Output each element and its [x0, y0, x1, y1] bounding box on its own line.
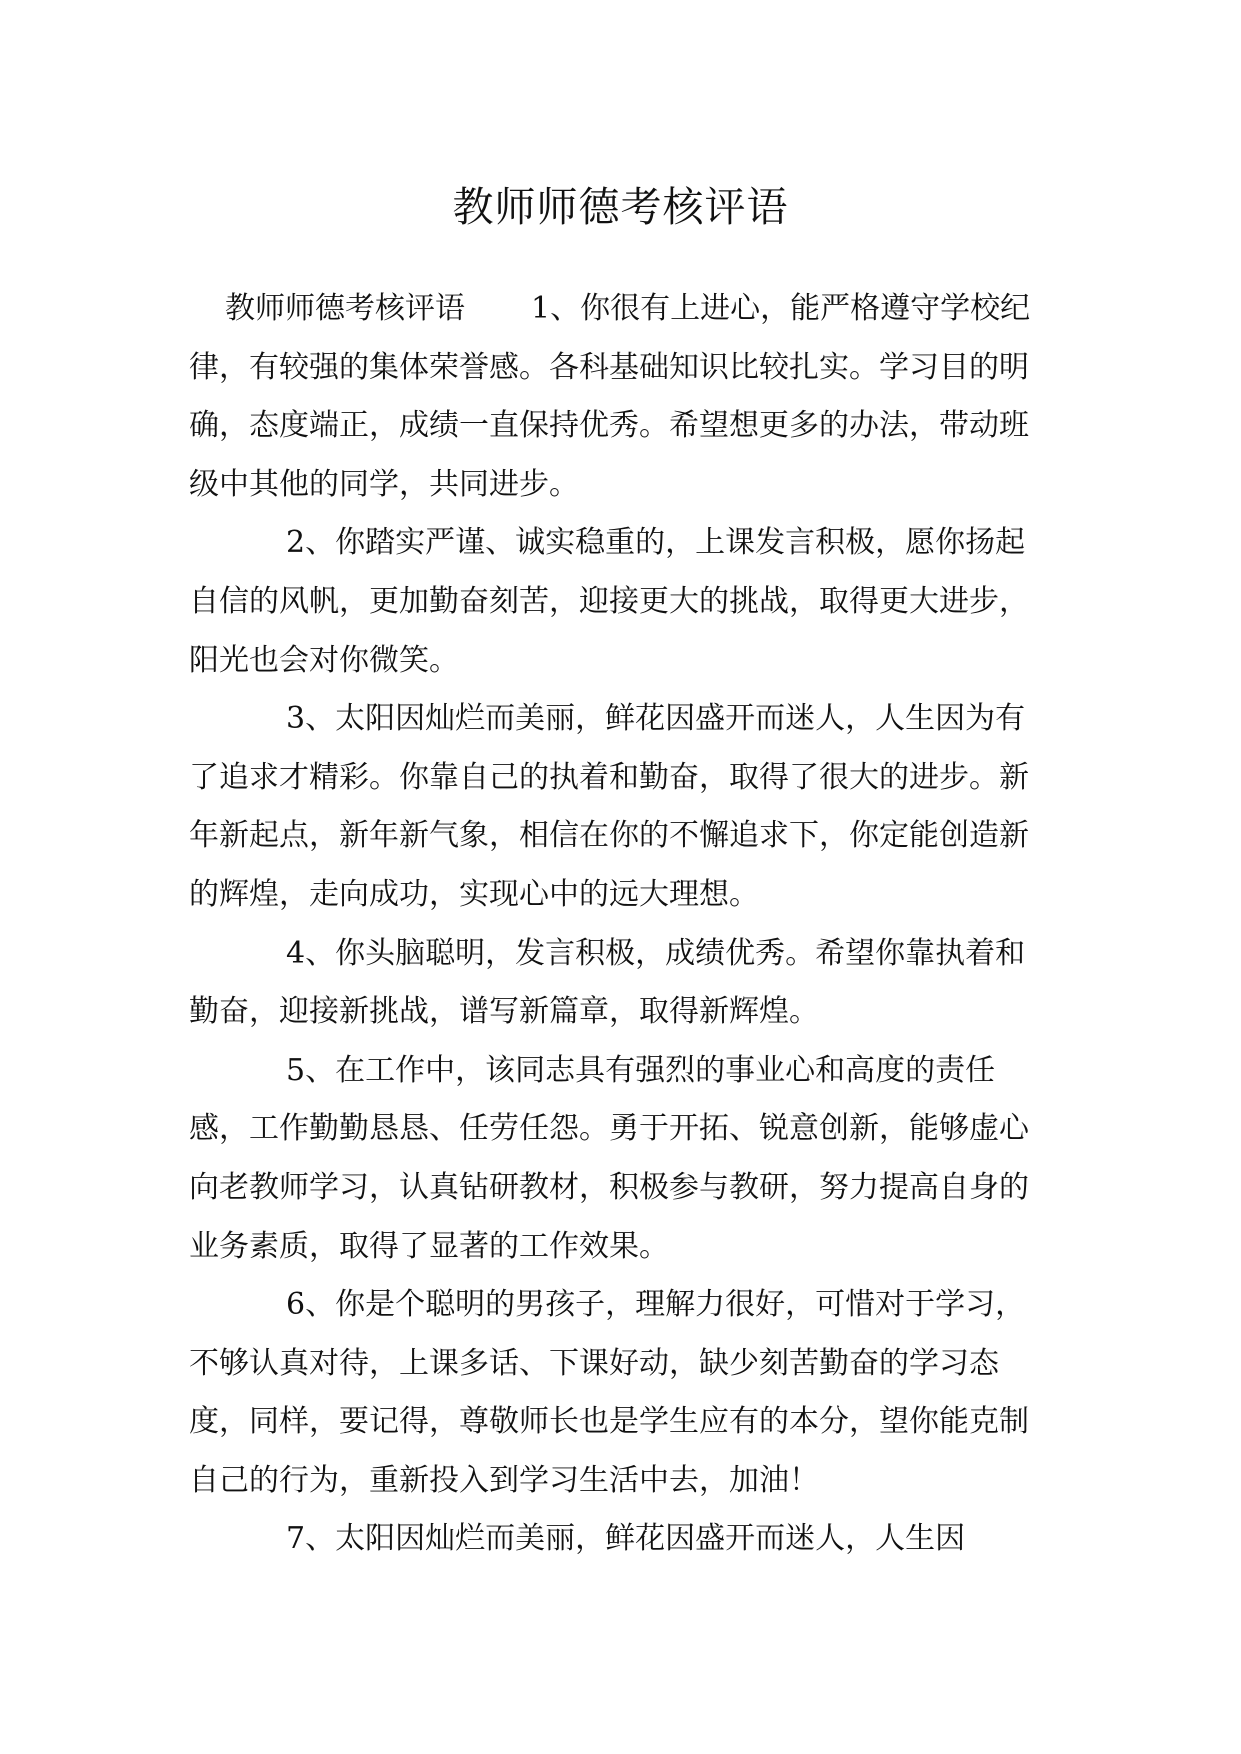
paragraph-7: 7、太阳因灿烂而美丽，鲜花因盛开而迷人，人生因 [286, 1521, 966, 1557]
paragraph-5: 5、在工作中，该同志具有强烈的事业心和高度的责任感，工作勤勤恳恳、任劳任怨。勇于开拓、锐意创新，能够虚心向老教师学习，认真钻研教材，积极参与教研，努力提高自身的业务素质，取得了显著的工作效果。 [189, 1052, 1029, 1264]
document-body [189, 280, 1051, 1569]
paragraph-3: 3、太阳因灿烂而美丽，鲜花因盛开而迷人，人生因为有了追求才精彩。你靠自己的执着和勤奋，取得了很大的进步。新年新起点，新年新气象，相信在你的不懈追求下，你定能创造新的辉煌，走向成功，实现心中的远大理想。 [189, 701, 1029, 912]
paragraph-4: 4、你头脑聪明，发言积极，成绩优秀。希望你靠执着和勤奋，迎接新挑战，谱写新篇章，取得新辉煌。 [189, 935, 1026, 1030]
paragraph-2: 2、你踏实严谨、诚实稳重的，上课发言积极，愿你扬起自信的风帆，更加勤奋刻苦，迎接更大的挑战，取得更大进步，阳光也会对你微笑。 [189, 525, 1029, 678]
paragraph-6: 6、你是个聪明的男孩子，理解力很好，可惜对于学习，不够认真对待，上课多话、下课好动，缺少刻苦勤奋的学习态度，同样，要记得，尊敬师长也是学生应有的本分，望你能克制自己的行为，重新投入到学习生活中去，加油！ [189, 1287, 1029, 1498]
lead-heading: 教师师德考核评语 [225, 291, 465, 326]
paragraph-1-text: 1、你很有上进心，能严格遵守学校纪律，有较强的集体荣誉感。各科基础知识比较扎实。学习目的明确，态度端正，成绩一直保持优秀。希望想更多的办法，带动班级中其他的同学，共同进步。 [189, 291, 1031, 502]
document-title: 教师师德考核评语 [452, 183, 789, 232]
paragraph-1 [189, 280, 1051, 514]
